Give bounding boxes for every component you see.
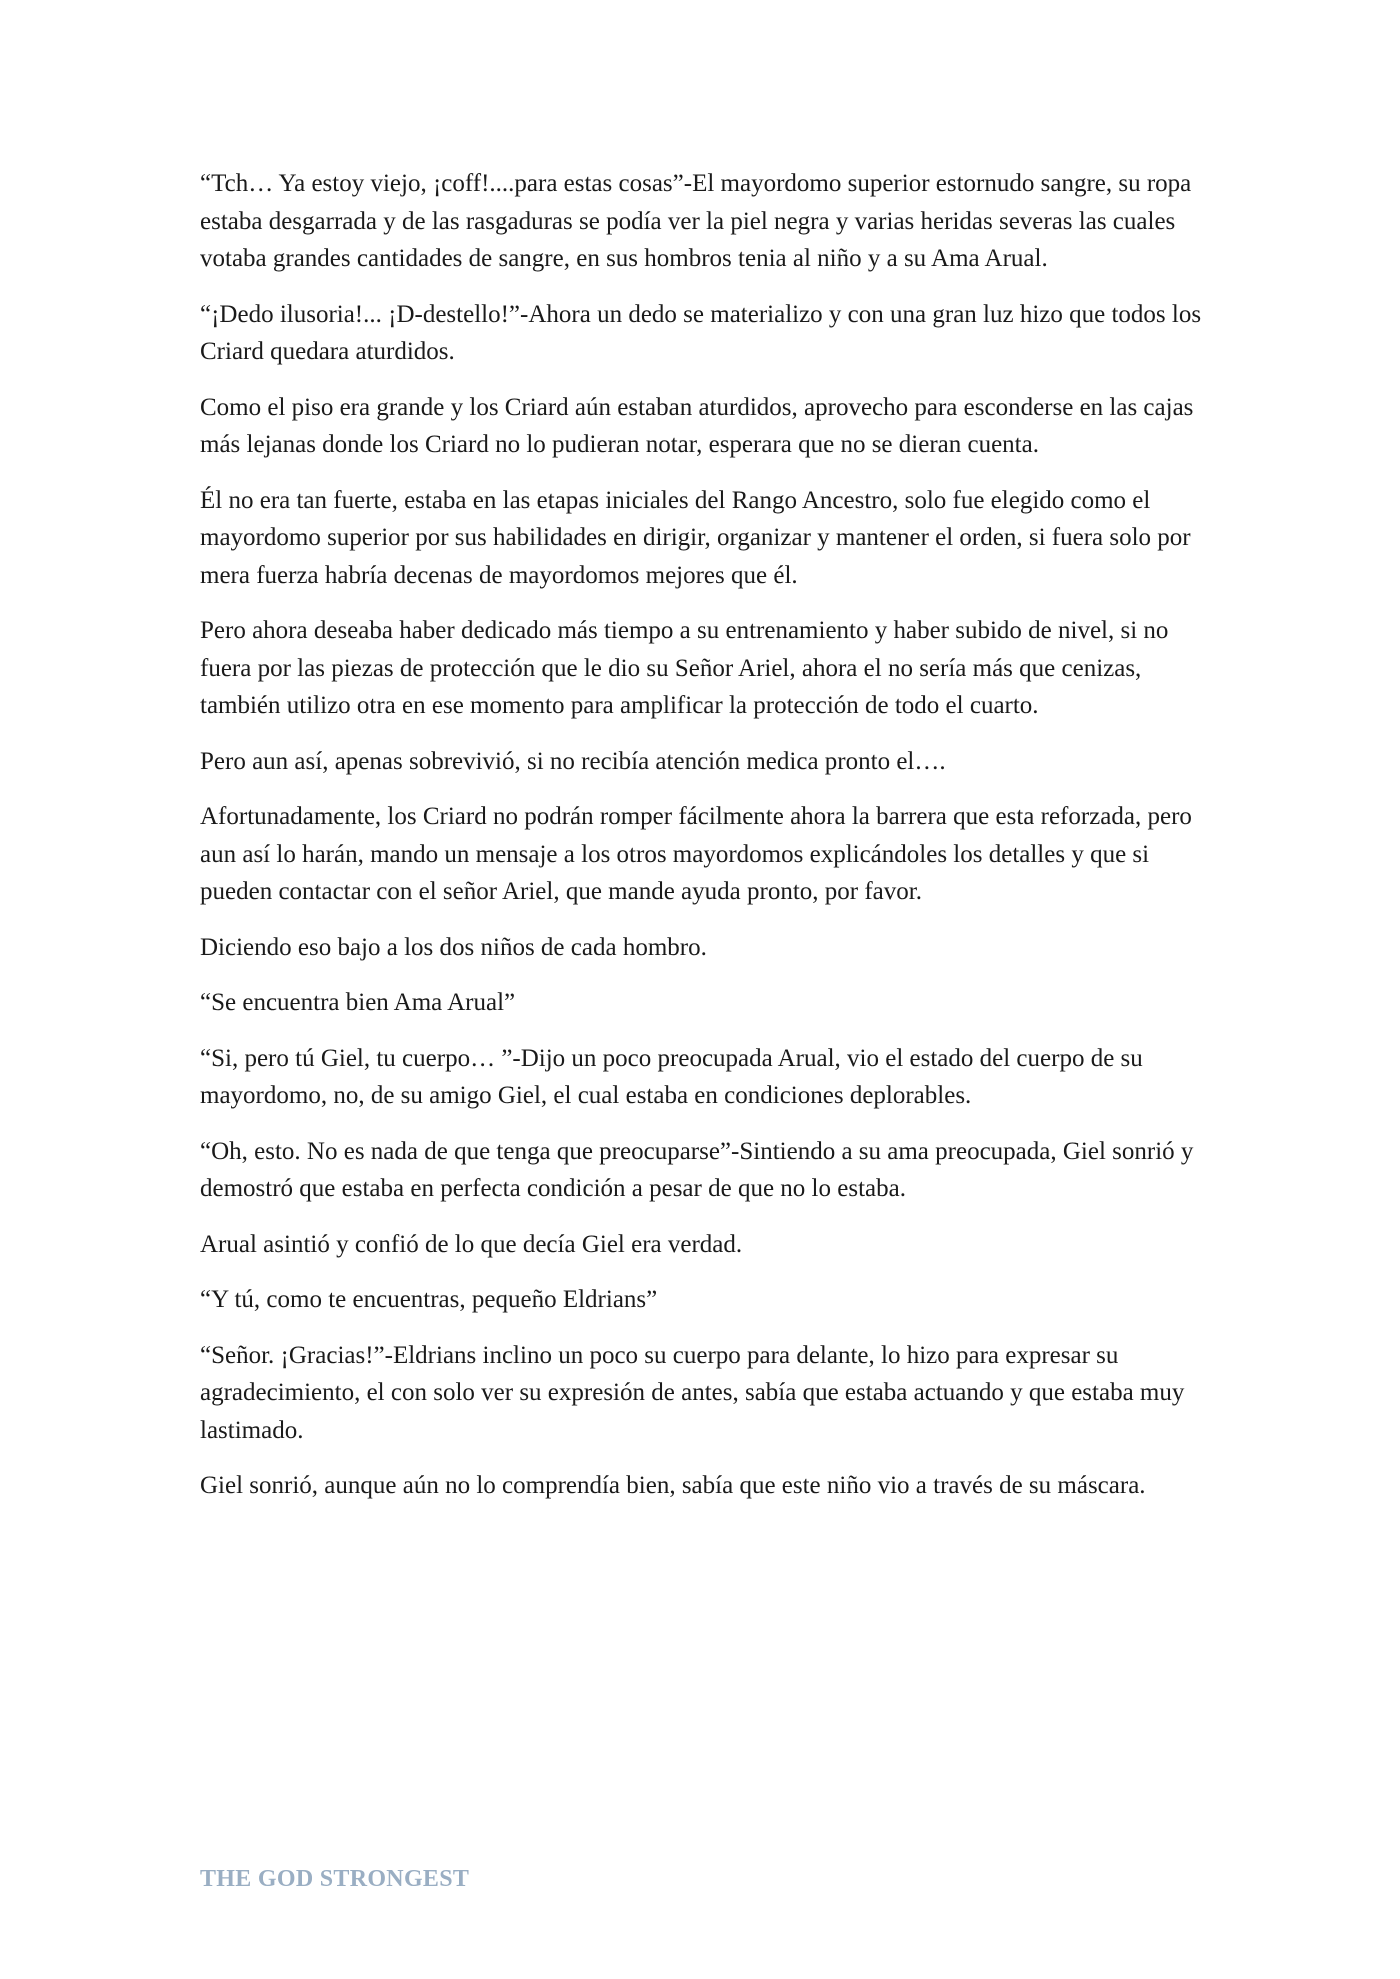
- paragraph: Diciendo eso bajo a los dos niños de cada hombro.: [200, 933, 707, 961]
- paragraph: Pero aun así, apenas sobrevivió, si no recibía atención medica pronto el….: [200, 747, 946, 775]
- paragraph: Él no era tan fuerte, estaba en las etapas iniciales del Rango Ancestro, solo fue elegido como el mayordomo superior por sus habilidades en dirigir, organizar y mantener el orden, si fuera solo por mera fuerza habría decenas de mayordomos mejores que él.: [200, 486, 1191, 589]
- paragraph: “Señor. ¡Gracias!”-Eldrians inclino un poco su cuerpo para delante, lo hizo para expresar su agradecimiento, el con solo ver su expresión de antes, sabía que estaba actuando y que estaba muy lastimado.: [200, 1341, 1185, 1444]
- paragraph: Afortunadamente, los Criard no podrán romper fácilmente ahora la barrera que esta reforzada, pero aun así lo harán, mando un mensaje a los otros mayordomos explicándoles los detalles y que si pueden contactar con el señor Ariel, que mande ayuda pronto, por favor.: [200, 803, 1192, 905]
- paragraph: Giel sonrió, aunque aún no lo comprendía bien, sabía que este niño vio a través de su máscara.: [200, 1472, 1146, 1499]
- paragraph: Como el piso era grande y los Criard aún estaban aturdidos, aprovecho para esconderse en las cajas más lejanas donde los Criard no lo pudieran notar, esperara que no se dieran cuenta.: [200, 393, 1194, 458]
- paragraph: “¡Dedo ilusoria!... ¡D-destello!”-Ahora un dedo se materializo y con una gran luz hizo que todos los Criard quedara aturdidos.: [200, 300, 1202, 365]
- paragraph: Arual asintió y confió de lo que decía Giel era verdad.: [200, 1230, 743, 1258]
- footer-title: THE GOD STRONGEST: [200, 1866, 470, 1892]
- paragraph: “Tch… Ya estoy viejo, ¡coff!....para estas cosas”-El mayordomo superior estornudo sangre, su ropa estaba desgarrada y de las rasgaduras se podía ver la piel negra y varias heridas severas las cuales votaba grandes cantidades de sangre, en sus hombros tenia al niño y a su Ama Arual.: [200, 170, 1192, 272]
- paragraph: Pero ahora deseaba haber dedicado más tiempo a su entrenamiento y haber subido de nivel, si no fuera por las piezas de protección que le dio su Señor Ariel, ahora el no sería más que cenizas, también utilizo otra en ese momento para amplificar la protección de todo el cuarto.: [200, 617, 1169, 719]
- body-text: [200, 165, 1210, 1523]
- paragraph: “Y tú, como te encuentras, pequeño Eldrians”: [200, 1286, 658, 1313]
- paragraph: “Si, pero tú Giel, tu cuerpo… ”-Dijo un poco preocupada Arual, vio el estado del cuerpo de su mayordomo, no, de su amigo Giel, el cual estaba en condiciones deplorables.: [200, 1044, 1143, 1109]
- paragraph: “Oh, esto. No es nada de que tenga que preocuparse”-Sintiendo a su ama preocupada, Giel sonrió y demostró que estaba en perfecta condición a pesar de que no lo estaba.: [200, 1137, 1194, 1202]
- paragraph: “Se encuentra bien Ama Arual”: [200, 989, 516, 1016]
